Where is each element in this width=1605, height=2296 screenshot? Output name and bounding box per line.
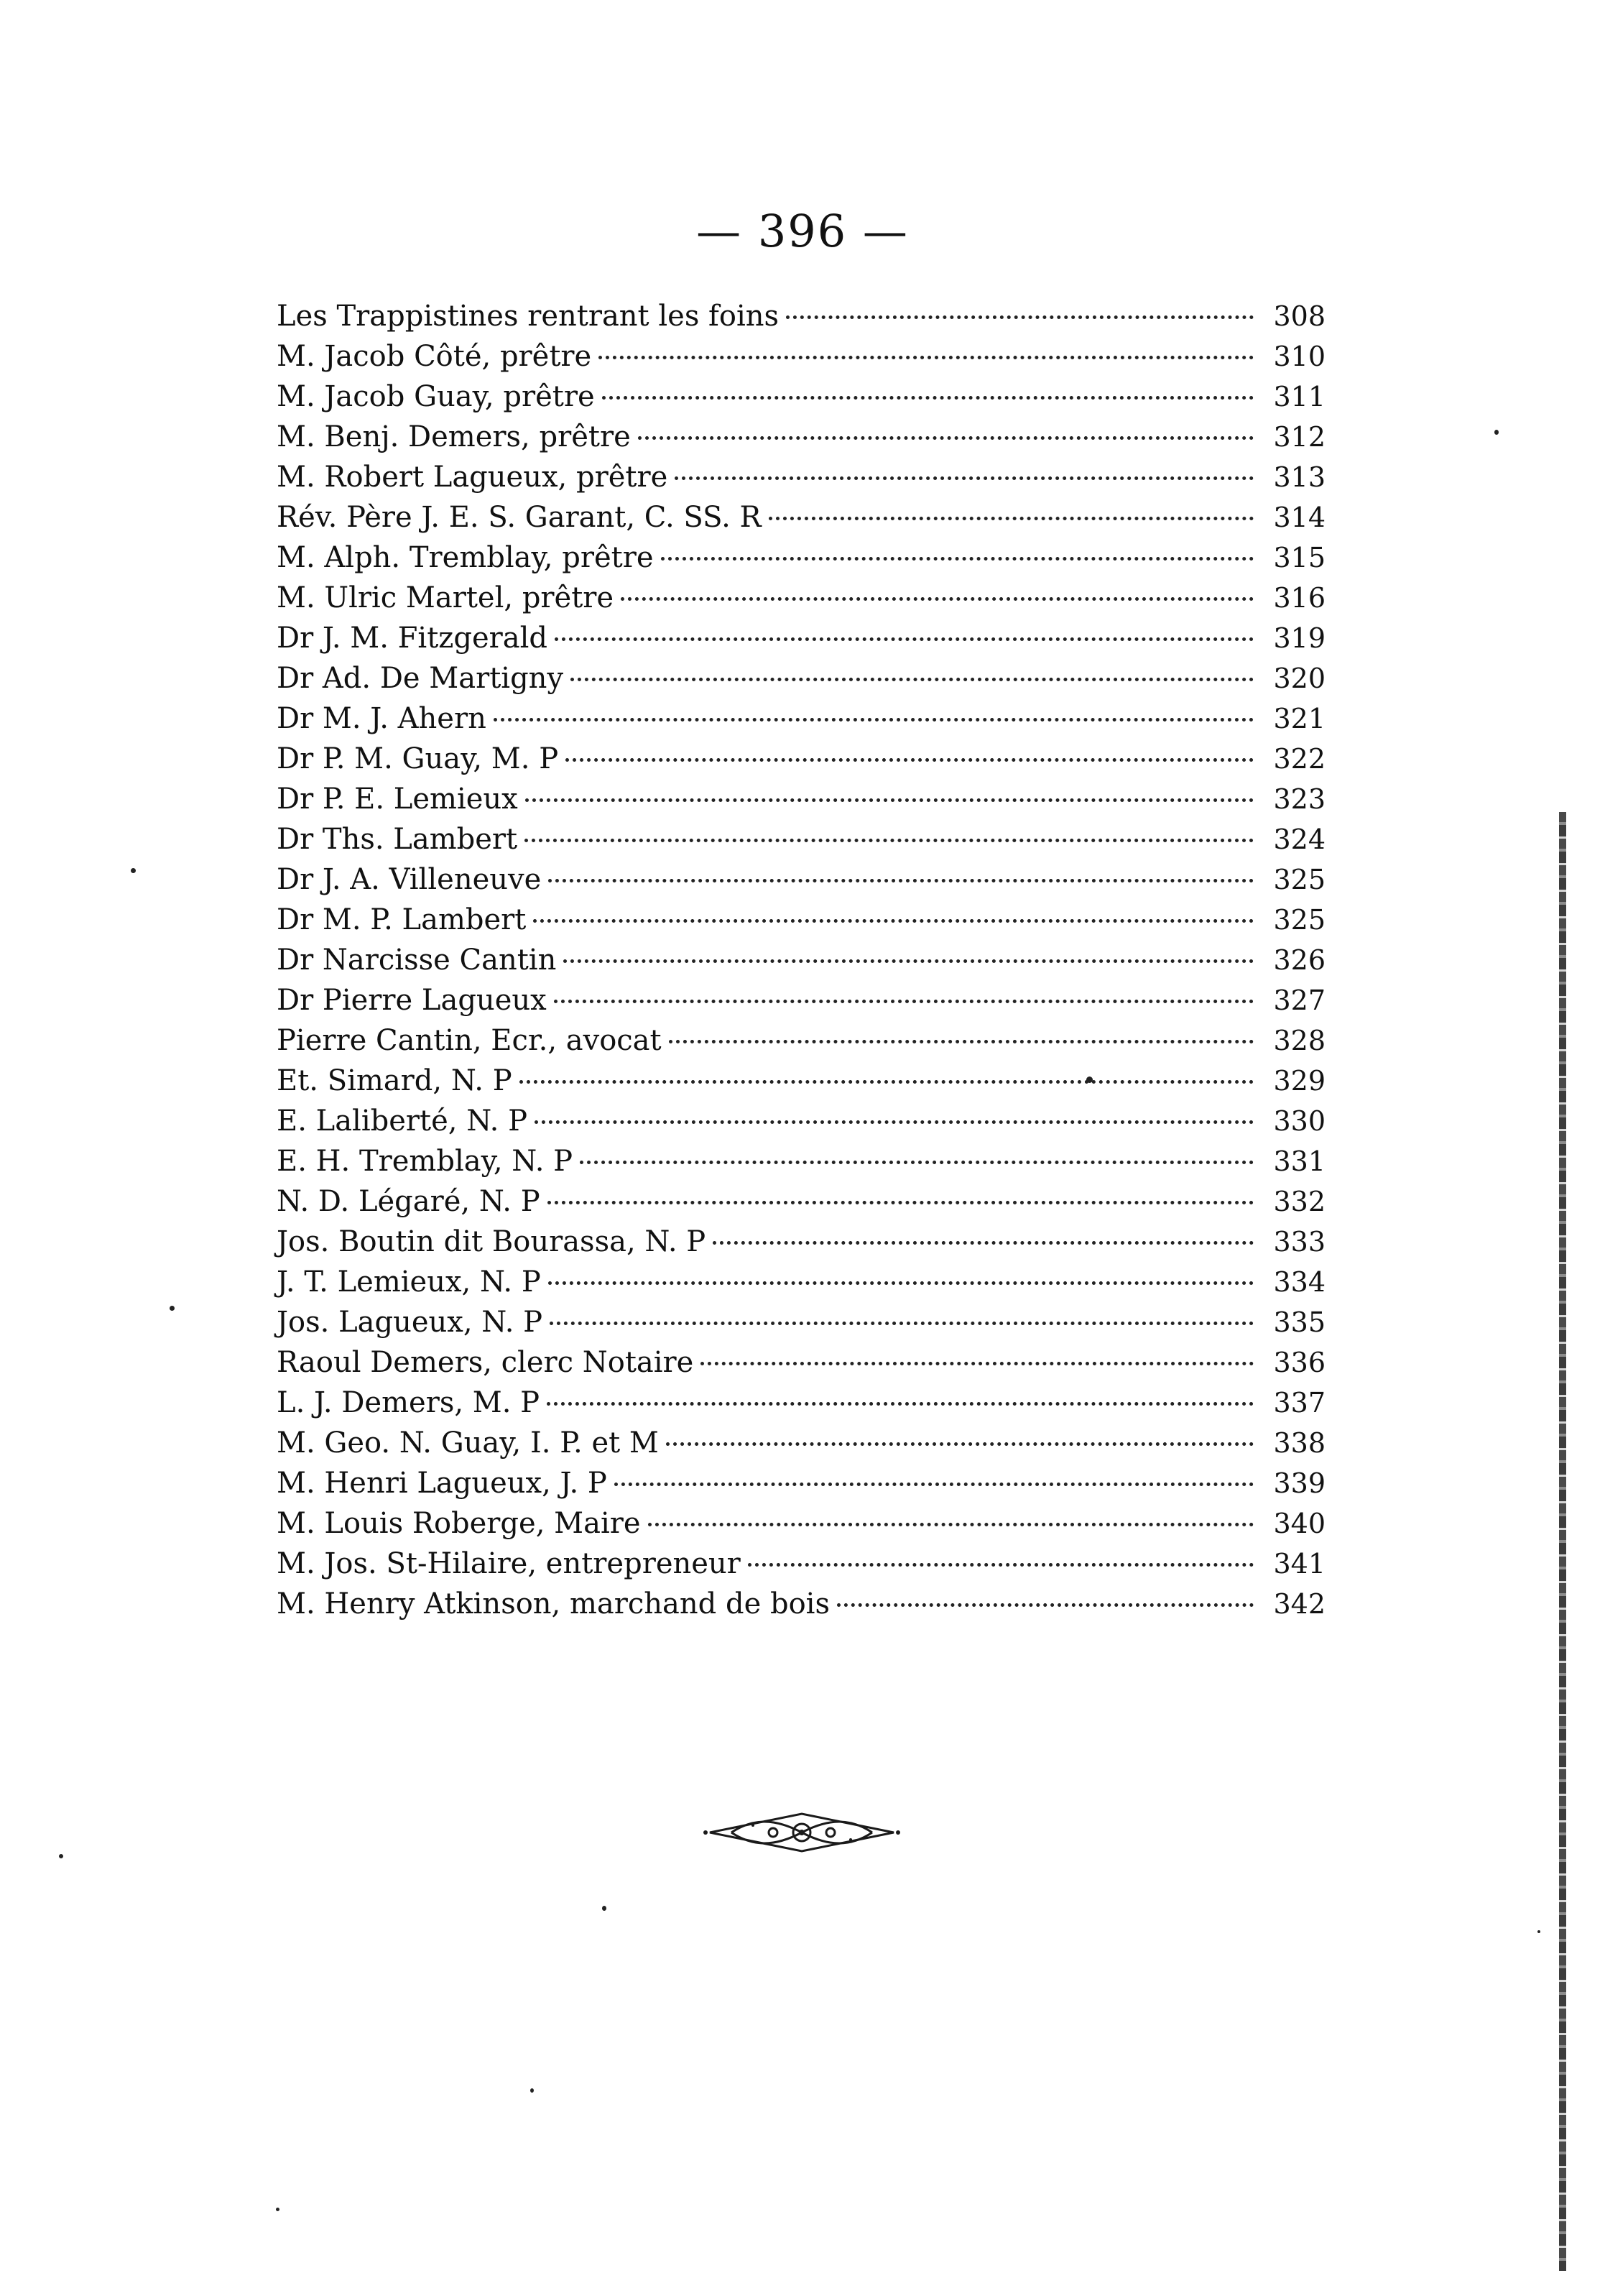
toc-entry-label: M. Ulric Martel, prêtre — [277, 581, 614, 614]
scan-speck — [1494, 430, 1499, 435]
dot-leader — [786, 315, 1254, 319]
toc-entry-label: Dr P. M. Guay, M. P — [277, 742, 559, 775]
toc-entry-label: M. Alph. Tremblay, prêtre — [277, 541, 654, 574]
toc-entry-label: Les Trappistines rentrant les foins — [277, 300, 780, 333]
dot-leader — [621, 597, 1254, 601]
toc-entry-label: N. D. Légaré, N. P — [277, 1185, 540, 1218]
toc-entry — [277, 1181, 1326, 1222]
dot-leader — [563, 959, 1254, 963]
toc-entry-label: M. Robert Lagueux, prêtre — [277, 461, 668, 494]
toc-entry-label: M. Louis Roberge, Maire — [277, 1507, 641, 1540]
toc-entry — [277, 336, 1326, 377]
dot-leader — [638, 436, 1254, 440]
toc-entry — [277, 1342, 1326, 1383]
toc-entry — [277, 417, 1326, 457]
dot-leader — [570, 678, 1254, 681]
scan-speck — [602, 1906, 606, 1911]
toc-entry-label: Dr Pierre Lagueux — [277, 984, 547, 1017]
toc-entry-label: Rév. Père J. E. S. Garant, C. SS. R — [277, 501, 762, 534]
dot-leader — [533, 919, 1254, 923]
page-edge-shadow — [1559, 812, 1566, 2271]
scan-speck — [1537, 1930, 1540, 1933]
toc-entry-page: 315 — [1273, 542, 1326, 573]
dot-leader — [675, 476, 1254, 480]
dot-leader — [598, 356, 1254, 359]
dot-leader — [769, 517, 1254, 520]
toc-entry-page: 334 — [1273, 1266, 1326, 1298]
toc-entry-page: 329 — [1273, 1065, 1326, 1097]
toc-entry-page: 340 — [1273, 1508, 1326, 1539]
toc-entry-label: Dr M. J. Ahern — [277, 702, 486, 735]
toc-entry-page: 320 — [1273, 663, 1326, 694]
dot-leader — [548, 879, 1254, 882]
toc-entry-page: 319 — [1273, 622, 1326, 654]
dot-leader — [666, 1442, 1254, 1446]
dot-leader — [669, 1040, 1254, 1043]
toc-entry-page: 311 — [1273, 381, 1326, 412]
dot-leader — [648, 1523, 1254, 1526]
toc-entry-label: Dr P. E. Lemieux — [277, 783, 518, 816]
toc-entry — [277, 1503, 1326, 1544]
toc-entry-label: J. T. Lemieux, N. P — [277, 1265, 541, 1299]
toc-entry-label: Dr M. P. Lambert — [277, 903, 527, 936]
toc-entry — [277, 1020, 1326, 1061]
toc-entry-label: M. Jos. St-Hilaire, entrepreneur — [277, 1547, 741, 1580]
toc-entry — [277, 497, 1326, 538]
dot-leader — [525, 798, 1254, 802]
toc-entry — [277, 538, 1326, 578]
toc-entry-label: Dr Ths. Lambert — [277, 823, 518, 856]
toc-entry-page: 325 — [1273, 904, 1326, 936]
dot-leader — [602, 396, 1254, 400]
toc-entry-label: E. H. Tremblay, N. P — [277, 1145, 573, 1178]
toc-entry-label: M. Henri Lagueux, J. P — [277, 1467, 607, 1500]
dot-leader — [494, 718, 1254, 721]
toc-entry — [277, 377, 1326, 417]
toc-entry-page: 333 — [1273, 1226, 1326, 1258]
toc-entry — [277, 1061, 1326, 1101]
toc-entry — [277, 699, 1326, 739]
toc-entry-label: Pierre Cantin, Ecr., avocat — [277, 1024, 662, 1057]
toc-entry — [277, 1222, 1326, 1262]
toc-entry — [277, 819, 1326, 859]
toc-entry-label: Raoul Demers, clerc Notaire — [277, 1346, 694, 1379]
toc-entry — [277, 1584, 1326, 1624]
toc-entry-label: L. J. Demers, M. P — [277, 1386, 540, 1419]
toc-entry-label: Jos. Boutin dit Bourassa, N. P — [277, 1225, 706, 1258]
toc-entry — [277, 658, 1326, 699]
dot-leader — [519, 1080, 1254, 1084]
dot-leader — [837, 1603, 1254, 1607]
toc-entry-label: Et. Simard, N. P — [277, 1064, 512, 1097]
dot-leader — [554, 1000, 1254, 1003]
toc-entry-page: 324 — [1273, 824, 1326, 855]
toc-entry — [277, 618, 1326, 658]
dot-leader — [713, 1241, 1254, 1245]
toc-entry — [277, 296, 1326, 336]
dot-leader — [748, 1563, 1254, 1567]
dot-leader — [555, 637, 1254, 641]
dot-leader — [580, 1161, 1254, 1164]
toc-entry-page: 342 — [1273, 1588, 1326, 1620]
toc-entry-page: 323 — [1273, 783, 1326, 815]
toc-entry-label: M. Benj. Demers, prêtre — [277, 420, 631, 453]
toc-entry-page: 341 — [1273, 1548, 1326, 1580]
toc-entry — [277, 940, 1326, 980]
toc-entry-page: 332 — [1273, 1186, 1326, 1217]
toc-entry — [277, 1423, 1326, 1463]
dot-leader — [550, 1322, 1254, 1325]
toc-entry — [277, 1262, 1326, 1302]
toc-entry-page: 335 — [1273, 1306, 1326, 1338]
toc-entry — [277, 1302, 1326, 1342]
toc-entry-page: 331 — [1273, 1145, 1326, 1177]
dot-leader — [524, 839, 1254, 842]
toc-entry — [277, 859, 1326, 900]
toc-entry — [277, 739, 1326, 779]
toc-entry — [277, 900, 1326, 940]
scan-speck — [170, 1306, 175, 1311]
dot-leader — [547, 1201, 1254, 1204]
toc-entry-label: M. Geo. N. Guay, I. P. et M — [277, 1426, 659, 1460]
toc-entry-page: 314 — [1273, 502, 1326, 533]
toc-entry-label: Jos. Lagueux, N. P — [277, 1306, 543, 1339]
page-number: — 396 — — [696, 205, 909, 257]
toc-entry-page: 321 — [1273, 703, 1326, 734]
dot-leader — [548, 1281, 1254, 1285]
scan-speck — [1086, 1076, 1093, 1083]
toc-entry-page: 336 — [1273, 1347, 1326, 1378]
dot-leader — [614, 1483, 1254, 1486]
toc-entry-label: Dr J. A. Villeneuve — [277, 863, 542, 896]
toc-entry-page: 322 — [1273, 743, 1326, 775]
dot-leader — [700, 1362, 1254, 1365]
toc-entry-page: 337 — [1273, 1387, 1326, 1419]
toc-entry-page: 326 — [1273, 944, 1326, 976]
toc-entry — [277, 1463, 1326, 1503]
toc-entry-label: Dr Narcisse Cantin — [277, 944, 557, 977]
toc-entry-page: 310 — [1273, 341, 1326, 372]
toc-entry-page: 330 — [1273, 1105, 1326, 1137]
scan-speck — [530, 2088, 534, 2093]
toc-entry — [277, 1544, 1326, 1584]
toc-entry — [277, 980, 1326, 1020]
table-of-contents — [277, 296, 1326, 1624]
toc-entry-page: 338 — [1273, 1427, 1326, 1459]
scan-speck — [276, 2208, 279, 2211]
toc-entry — [277, 779, 1326, 819]
toc-entry-page: 312 — [1273, 421, 1326, 453]
toc-entry-page: 313 — [1273, 461, 1326, 493]
toc-entry-label: Dr Ad. De Martigny — [277, 662, 564, 695]
dot-leader — [565, 758, 1254, 762]
dot-leader — [547, 1402, 1254, 1406]
toc-entry-page: 328 — [1273, 1025, 1326, 1056]
toc-entry-label: Dr J. M. Fitzgerald — [277, 622, 547, 655]
toc-entry-page: 327 — [1273, 985, 1326, 1016]
scan-speck — [131, 868, 136, 873]
dot-leader — [535, 1120, 1254, 1124]
toc-entry-label: M. Jacob Guay, prêtre — [277, 380, 595, 413]
toc-entry-label: M. Henry Atkinson, marchand de bois — [277, 1587, 830, 1620]
dot-leader — [661, 557, 1254, 561]
toc-entry — [277, 1141, 1326, 1181]
toc-entry-page: 316 — [1273, 582, 1326, 614]
toc-entry — [277, 1383, 1326, 1423]
toc-entry-page: 325 — [1273, 864, 1326, 895]
ornament-icon — [703, 1804, 901, 1861]
toc-entry-page: 339 — [1273, 1467, 1326, 1499]
scan-speck — [59, 1854, 63, 1858]
toc-entry — [277, 1101, 1326, 1141]
toc-entry — [277, 578, 1326, 618]
toc-entry-label: M. Jacob Côté, prêtre — [277, 340, 592, 373]
toc-entry — [277, 457, 1326, 497]
toc-entry-page: 308 — [1273, 300, 1326, 332]
toc-entry-label: E. Laliberté, N. P — [277, 1105, 527, 1138]
